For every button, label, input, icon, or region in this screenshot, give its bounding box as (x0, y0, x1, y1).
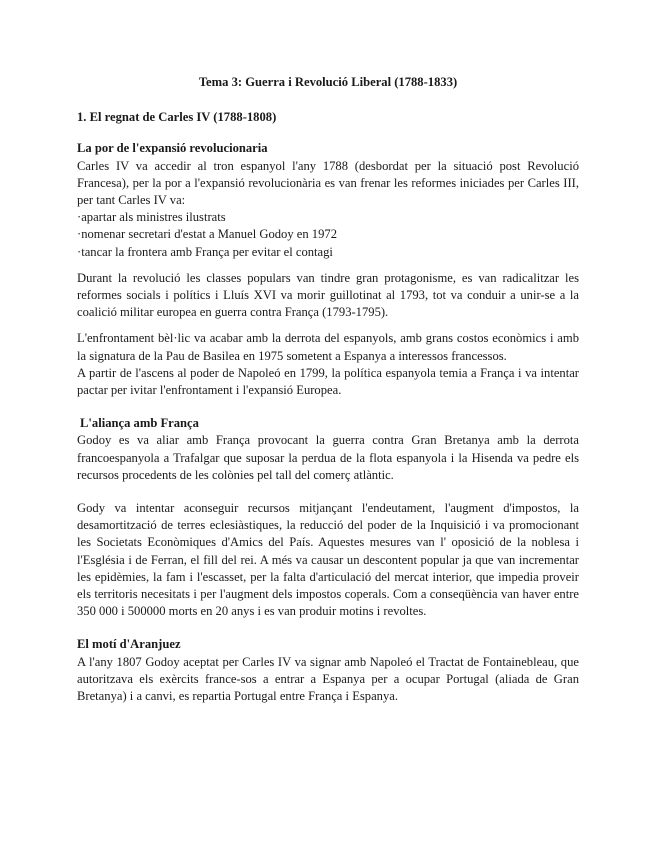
list-item: ·tancar la frontera amb França per evitar el contagi (77, 244, 333, 259)
paragraph: Godoy es va aliar amb França provocant la guerra contra Gran Bretanya amb la derrota francoespanyola a Trafalgar que suposar la perdua de la flota espanyola i la Hisenda va pedre els recursos procedents de les colònies pel tall del comerç atlàntic. (77, 433, 579, 482)
paragraph: L'enfrontament bèl·lic va acabar amb la derrota del espanyols, amb grans costos econòmics i amb la signatura de la Pau de Basilea en 1975 sometent a Espanya a interessos francessos. (77, 331, 579, 363)
bullet-list (77, 209, 579, 261)
paragraph: A partir de l'ascens al poder de Napoleó en 1799, la política espanyola temia a França i va intentar pactar per ivitar l'enfrontament i l'expansió Europea. (77, 365, 579, 398)
paragraph-intro: Carles IV va accedir al tron espanyol l'any 1788 (desbordat per la situació post Revolució Francesa), per la por a l'expansió revolucionària es van frenar les reformes iniciades per Carles III, per tant Carles IV va: (77, 158, 579, 208)
section-heading: 1. El regnat de Carles IV (1788-1808) (77, 110, 277, 125)
paragraph: A l'any 1807 Godoy aceptat per Carles IV va signar amb Napoleó el Tractat de Fontainebleau, que autoritzava els exèrcits france-sos a entrar a Espanya per a ocupar Portugal (aliada de Gran Bretanya) i a canvi, es repartia Portugal entre França i Espanya. (77, 654, 579, 704)
document-page (77, 74, 579, 705)
subsection-heading-alianca: L'aliança amb França (80, 416, 199, 431)
paragraph: Durant la revolució les classes populars van tindre gran protagonisme, es van radicalitzar les reformes socials i polítics i Lluís XVI va morir guillotinat al 1793, tot va conduir a unir-se a la coalició militar europea en guerra contra França (1793-1795). (77, 270, 579, 320)
list-item: ·nomenar secretari d'estat a Manuel Godoy en 1972 (77, 227, 337, 242)
list-item: ·apartar als ministres ilustrats (77, 210, 226, 225)
paragraph: Gody va intentar aconseguir recursos mitjançant l'endeutament, l'augment d'impostos, la desamortització de terres eclesiàstiques, la reducció del poder de la Inquisició i va promocionant les Societats Econòmiques d'Amics del País. Aquestes mesures van l' oposició de la noblesa i l'Església i de Ferran, el fill del rei. A més va causar un descontent popular ja que van incrementar les epidèmies, la fam i l'escasset, per la falta d'articulació del mercat interior, que impedia proveir els territoris necesitats i per l'augment dels impostos coperals. Com a conseqüència van haver entre 350 000 i 500000 morts en 20 anys i es van produir motins i revoltes. (77, 501, 579, 619)
subsection-heading-por: La por de l'expansió revolucionaria (77, 141, 268, 156)
subsection-heading-moti: El motí d'Aranjuez (77, 637, 181, 652)
document-title: Tema 3: Guerra i Revolució Liberal (1788-1833) (198, 75, 458, 89)
